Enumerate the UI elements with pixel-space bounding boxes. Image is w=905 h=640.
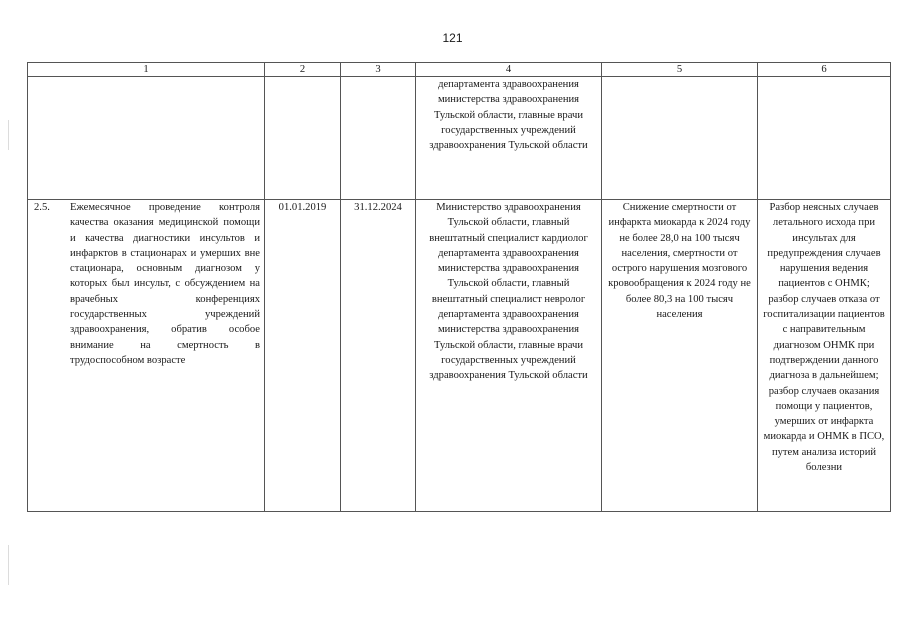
row-description: Ежемесячное проведение контроля качества оказания медицинской помощи и качества диагностики инсультов и инфарктов в стационарах и умерших вне стационара, основным диагнозом у которых был инсульт, с обсуждением на врачебных конференциях государственных учреждений здравоохранения, обратив особое внимание на смертность в трудоспособном возрасте: [70, 202, 260, 366]
cell-responsible: Министерство здравоохранения Тульской области, главный внештатный специалист кардиолог департамента здравоохранения министерства здравоохранения Тульской области, главный внештатный специалист невролог департамента здравоохранения министерства здравоохранения Тульской области, главные врачи государственных учреждений здравоохранения Тульской области: [416, 200, 602, 512]
cell-description: [28, 200, 265, 512]
cell-start-date: 01.01.2019: [265, 200, 341, 512]
header-row: [28, 63, 891, 77]
page-number: 121: [442, 31, 463, 45]
column-header-5: 5: [602, 63, 758, 77]
cell-note: Разбор неясных случаев летального исхода при инсультах для предупреждения случаев нарушения ведения пациентов с ОНМК; разбор случаев отказа от госпитализации пациентов с направительным диагнозом ОНМК при подтверждении данного диагноза в дальнейшем; разбор случаев оказания помощи у пациентов, умерших от инфаркта миокарда и ОНМК в ПСО, путем анализа историй болезни: [758, 200, 891, 512]
cell-result: Снижение смертности от инфаркта миокарда к 2024 году не более 28,0 на 100 тысяч населения, смертности от острого нарушения мозгового кровообращения к 2024 году не более 80,3 на 100 тысяч населения: [602, 200, 758, 512]
cell-end-date: 31.12.2024: [341, 200, 416, 512]
scan-artifact: [8, 120, 9, 150]
column-header-4: 4: [416, 63, 602, 77]
continuation-row: [28, 77, 891, 200]
cell-empty: [341, 77, 416, 200]
row-number: 2.5.: [34, 202, 50, 213]
cell-empty: [602, 77, 758, 200]
cell-empty: [265, 77, 341, 200]
column-header-1: 1: [28, 63, 265, 77]
cell-empty: [28, 77, 265, 200]
cell-empty: [758, 77, 891, 200]
cell-responsible-continuation: департамента здравоохранения министерства здравоохранения Тульской области, главные врачи государственных учреждений здравоохранения Тульской области: [416, 77, 602, 200]
plan-table: [27, 62, 891, 512]
column-header-2: 2: [265, 63, 341, 77]
scan-artifact: [8, 545, 9, 585]
column-header-3: 3: [341, 63, 416, 77]
column-header-6: 6: [758, 63, 891, 77]
table-row: [28, 200, 891, 512]
